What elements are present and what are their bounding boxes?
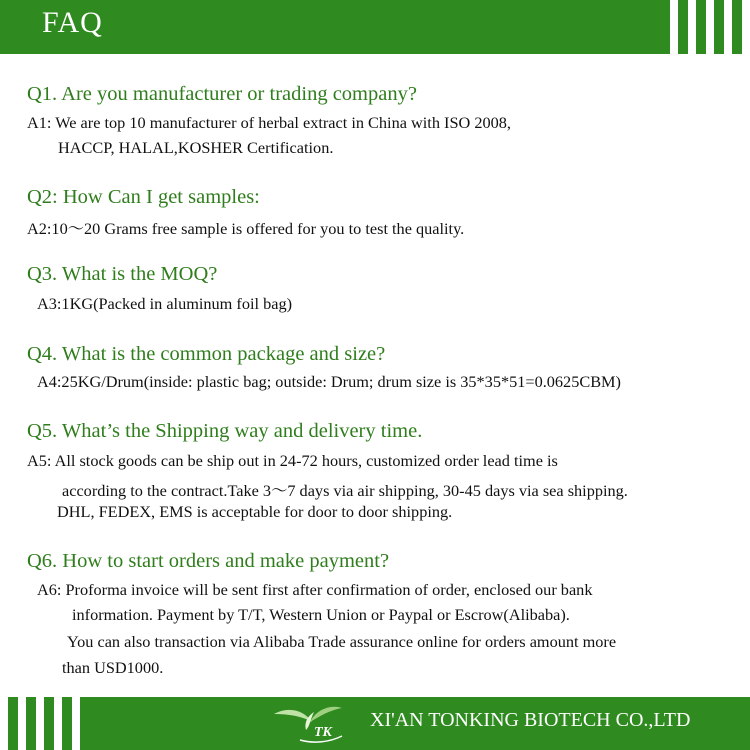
footer-stripe (18, 697, 26, 750)
faq-answer-line: DHL, FEDEX, EMS is acceptable for door to door shipping. (57, 502, 453, 521)
header-stripe (670, 0, 678, 54)
faq-answer-line: A2:10～20 Grams free sample is offered for you to test the quality. (27, 219, 465, 238)
footer-stripe (36, 697, 44, 750)
faq-answer-line: information. Payment by T/T, Western Union or Paypal or Escrow(Alibaba). (72, 605, 570, 624)
faq-question: Q6. How to start orders and make payment? (27, 550, 390, 572)
faq-question: Q1. Are you manufacturer or trading company? (27, 83, 417, 105)
header-stripe (724, 0, 732, 54)
faq-answer-line: according to the contract.Take 3～7 days via air shipping, 30-45 days via sea shipping. (62, 481, 628, 500)
company-logo (270, 700, 350, 746)
header-stripe (742, 0, 750, 54)
faq-answer-line: A4:25KG/Drum(inside: plastic bag; outside: Drum; drum size is 35*35*51=0.0625CBM) (37, 372, 621, 391)
footer-stripe (72, 697, 80, 750)
faq-answer-line: HACCP, HALAL,KOSHER Certification. (58, 138, 334, 157)
faq-header-banner (0, 0, 750, 54)
footer-stripe (54, 697, 62, 750)
faq-answer-line: A3:1KG(Packed in aluminum foil bag) (37, 294, 293, 313)
faq-answer-line: than USD1000. (62, 658, 164, 677)
header-stripe (706, 0, 714, 54)
faq-answer-line: A5: All stock goods can be ship out in 24-72 hours, customized order lead time is (27, 451, 558, 470)
faq-question: Q5. What’s the Shipping way and delivery time. (27, 420, 423, 442)
faq-question: Q3. What is the MOQ? (27, 263, 218, 285)
faq-answer-line: A6: Proforma invoice will be sent first after confirmation of order, enclosed our bank (37, 580, 593, 599)
company-footer-banner (0, 697, 750, 750)
svg-text:TK: TK (314, 725, 332, 740)
faq-answer-line: You can also transaction via Alibaba Trade assurance online for orders amount more (67, 632, 617, 651)
company-name: XI'AN TONKING BIOTECH CO.,LTD (370, 709, 691, 731)
faq-question: Q2: How Can I get samples: (27, 186, 260, 208)
faq-question: Q4. What is the common package and size? (27, 343, 386, 365)
page-title: FAQ (42, 6, 103, 39)
faq-answer-line: A1: We are top 10 manufacturer of herbal extract in China with ISO 2008, (27, 113, 511, 132)
header-stripe (688, 0, 696, 54)
footer-stripe (0, 697, 8, 750)
